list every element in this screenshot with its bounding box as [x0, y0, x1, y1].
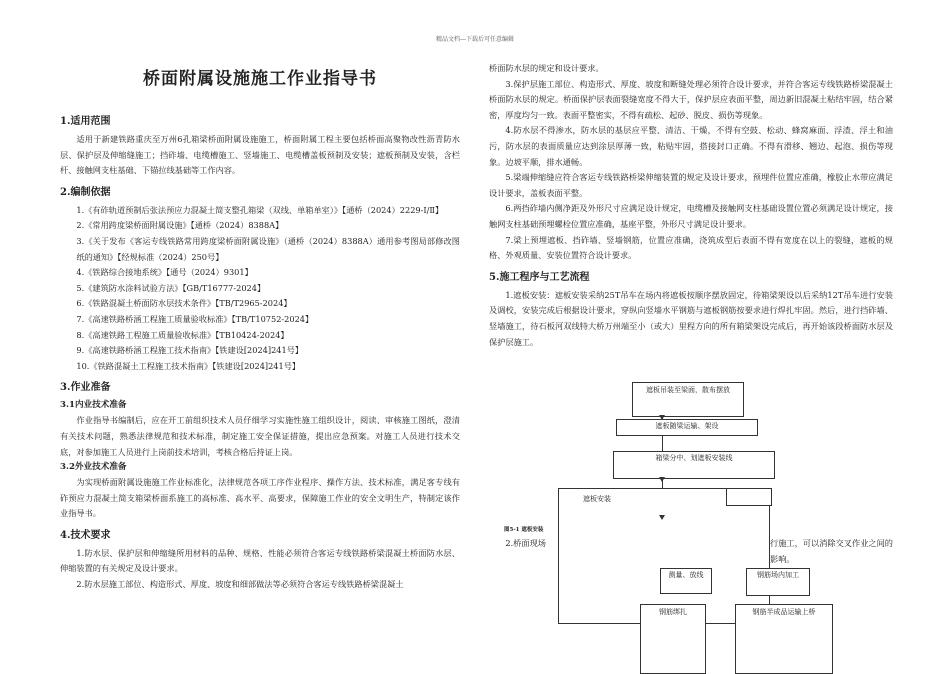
section-4-item-4: 4.防水层不得渗水，防水层的基层应平整、清洁、干燥，不得有空鼓、松动、蜂窝麻面、浮渣、浮土和油污，防水层的表面质量应达到涂层厚薄一致，粘贴牢固，搭接封口正确。不得有滑移、翘边、起泡、损伤等现象。边坡平顺，排水通畅。	[489, 125, 893, 167]
section-3-heading: 3.作业准备	[60, 382, 111, 394]
reference-item: 9.《高速铁路桥涵工程施工技术指南》【铁建设[2024]241号】	[76, 345, 304, 356]
flow-box-transport	[616, 419, 758, 436]
flow-box-centerline-label: 箱梁分中、划遮板安装线	[655, 454, 733, 462]
section-4-item-7: 7.梁上预埋遮板、挡砟墙、竖墙钢筋，位置应准确，浇筑成型后表面不得有宽度在以上的裂缝，遮板的规格、外观质量、安装位置符合设计要求。	[489, 234, 893, 261]
section-5-item-1: 1.遮板安装：遮板安装采纳25T吊车在场内将遮板按顺序摆放固定，待箱梁架设以后采纳12T吊车进行安装及调校，安装完成后根据设计要求，穿纵向竖墙水平钢筋与遮板钢筋按要求进行焊扎牢固。然后，进行挡砟墙、竖墙施工，待石板河双线特大桥万州端至小（或大）里程方向的所有箱梁架设完成后，再开始该段桥面防水层及保护层施工。	[489, 289, 893, 347]
flow-box-install-label: 遮板安装	[583, 495, 611, 503]
flow-box-survey-label: 测量、放线	[668, 571, 704, 579]
figure-caption: 图5-1 遮板安装	[504, 527, 544, 533]
flow-box-rebar-transport-label: 钢筋半成品运输上桥	[752, 608, 816, 616]
flow-box-survey	[660, 568, 712, 594]
flow-box-hoist	[632, 382, 744, 417]
flow-box-rebar-transport	[735, 604, 833, 674]
flow-box-rebar-tie-label: 钢筋绑扎	[659, 608, 687, 616]
right-column	[489, 61, 893, 350]
reference-item: 2.《常用跨度梁桥面附属设施》【通桥（2024）8388A】	[76, 220, 284, 231]
reference-item: 5.《建筑防水涂料试验方法》【GB/T16777-2024】	[76, 282, 266, 293]
reference-item: 3.《关于发布《客运专线铁路常用跨度梁桥面附属设施》（通桥（2024）8388A）通用参考图局部修改图纸的通知》【经规标准（2024）250号】	[76, 235, 460, 262]
section-3-2-heading: 3.2外业技术准备	[60, 462, 127, 473]
section-2-heading: 2.编制依据	[60, 186, 111, 198]
section-1-paragraph: 适用于新建铁路重庆至万州6孔箱梁桥面附属设施施工，桥面附属工程主要包括桥面高聚物改性沥青防水层、保护层及伸缩缝施工；挡砟墙、电缆槽施工、竖墙施工、电缆槽盖板预制及安装；遮板预制及安装，含栏杆、接触网支柱基础、下锚拉线基础等工作内容。	[60, 134, 460, 176]
section-4-item-2-continued: 桥面防水层的规定和设计要求。	[489, 63, 604, 73]
section-3-2-paragraph: 为实现桥面附属设施施工作业标准化，法律规范各项工序作业程序、操作方法、技术标准，满足客专线有砟预应力混凝土简支箱梁桥面系施工的高标准、高水平、高要求，保障施工作业的安全文明生产，特制定该作业指导书。	[60, 477, 460, 519]
section-5-item-2-end: 行施工，可以消除交叉作业之间的影响。	[770, 538, 893, 564]
section-4-item-3: 3.保护层施工部位、构造形式、厚度、坡度和断缝处理必须符合设计要求，并符合客运专线铁路桥梁混凝土桥面防水层的规定。桥面保护层表面裂缝宽度不得大于，保护层应表面平整，周边新旧混凝土粘结牢固，结合紧密，厚度均匀一致。表面平整密实，不得有疏松、起砂、脱皮、损伤等现象。	[489, 78, 893, 120]
flow-box-transport-label: 遮板随梁运输、架设	[655, 422, 719, 430]
section-5-item-2-start: 2.桥面现场	[505, 538, 546, 548]
reference-item: 10.《铁路混凝土工程施工技术指南》【铁建设[2024]241号】	[76, 360, 301, 371]
document-title: 桥面附属设施施工作业指导书	[143, 69, 377, 89]
section-4-heading: 4.技术要求	[60, 529, 111, 541]
flow-box-rebar-process	[746, 568, 810, 596]
reference-item: 1.《有砟轨道预制后张法预应力混凝土简支整孔箱梁（双线、单箱单室）》【通桥（2024）2229-Ⅰ/Ⅱ】	[76, 204, 444, 215]
reference-item: 7.《高速铁路桥涵工程施工质量验收标准》【TB/T10752-2024】	[76, 313, 314, 324]
reference-item: 4.《铁路综合接地系统》【通号（2024）9301】	[76, 267, 253, 278]
section-3-1-heading: 3.1内业技术准备	[60, 400, 127, 411]
section-4-item-5: 5.梁端伸缩缝应符合客运专线铁路桥梁伸缩装置的规定及设计要求，预埋件位置应准确，橡胶止水带应满足设计要求，盖板表面平整。	[489, 172, 893, 198]
section-5-item-2-end-wrap	[770, 536, 893, 567]
section-4-item-2: 2.防水层施工部位、构造形式、厚度、坡度和细部做法等必须符合客运专线铁路桥梁混凝土	[76, 579, 404, 590]
flow-arrow	[659, 515, 665, 520]
flow-box-rebar-tie	[640, 604, 706, 674]
reference-item: 8.《高速铁路工程施工质量验收标准》【TB10424-2024】	[76, 329, 289, 340]
section-4-item-6: 6.两挡砟墙内侧净距及外形尺寸应满足设计规定，电缆槽及接触网支柱基础设置位置必须满足设计规定，接触网支柱基础预埋螺栓位置应准确，基座平整，外形尺寸满足设计要求。	[489, 203, 893, 229]
left-column	[60, 108, 460, 593]
reference-item: 6.《铁路混凝土桥面防水层技术条件》【TB/T2965-2024】	[76, 298, 292, 309]
section-1-heading: 1.适用范围	[60, 116, 111, 127]
reference-list	[60, 203, 460, 375]
page-header-note: 精品文档---下载后可任意编辑	[435, 36, 515, 43]
flow-box-hoist-label: 遮板吊装至梁面，散布摆放	[646, 386, 730, 394]
flow-box-centerline	[613, 451, 775, 479]
section-3-1-paragraph: 作业指导书编制后，应在开工前组织技术人员仔细学习实施性施工组织设计，阅读、审核施工图纸，澄清有关技术问题，熟悉法律规范和技术标准，制定施工安全保证措施，提出应急预案。对施工人员进行技术交底，对参加施工人员进行上岗前技术培训，考核合格后持证上岗。	[60, 415, 460, 457]
section-5-heading: 5.施工程序与工艺流程	[489, 271, 590, 283]
flow-arrow	[659, 477, 665, 482]
section-4-item-1: 1.防水层、保护层和伸缩缝所用材料的品种、规格、性能必须符合客运专线铁路桥梁混凝土桥面防水层、伸缩装置的有关规定及设计要求。	[60, 547, 460, 574]
flow-box-adjust	[726, 488, 772, 506]
flow-box-rebar-process-label: 钢筋场内加工	[757, 571, 799, 579]
